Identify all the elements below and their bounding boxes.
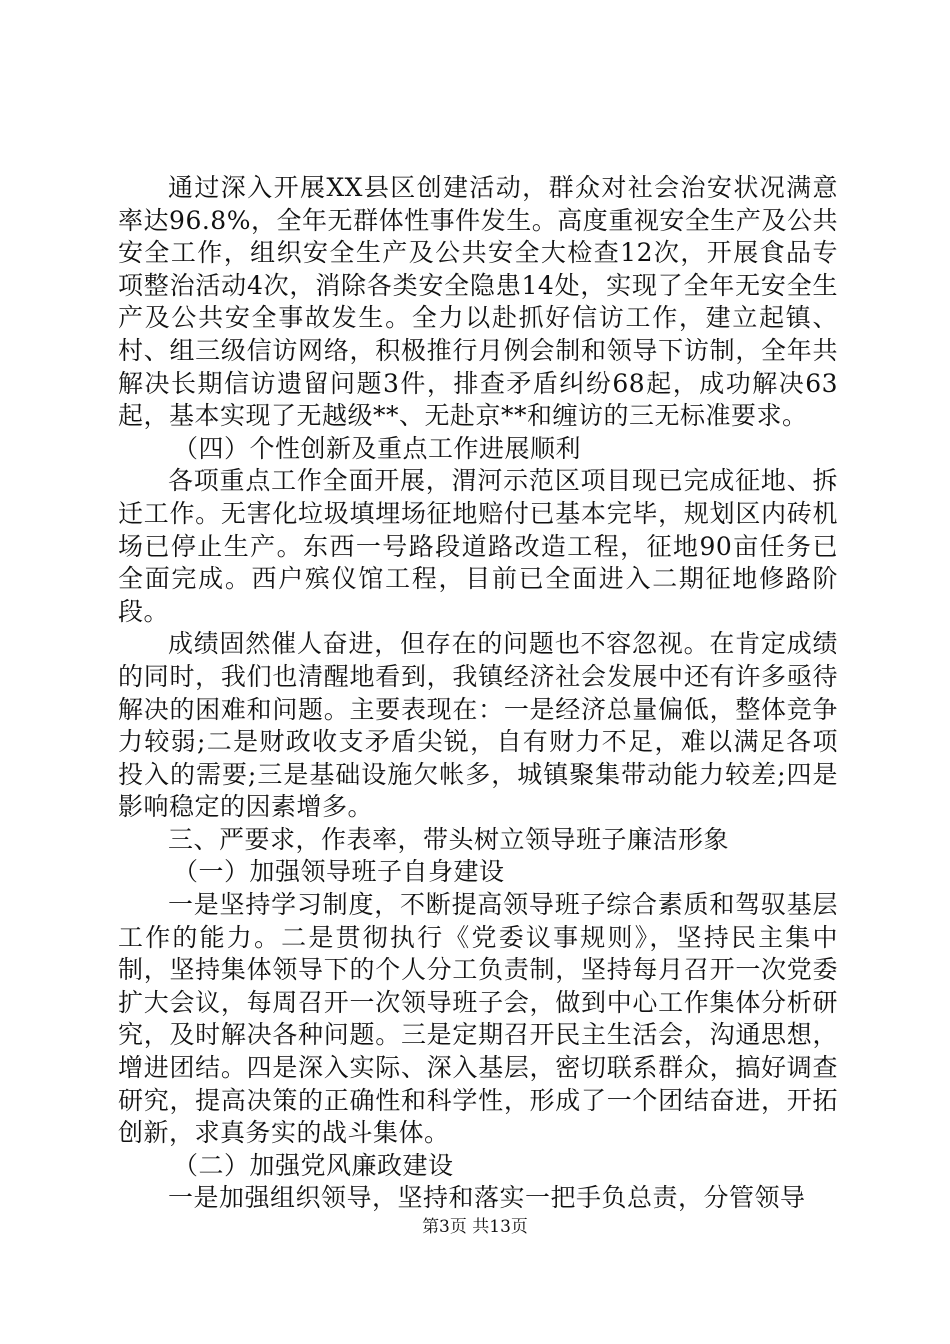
chapter-heading-integrity: 三、严要求，作表率，带头树立领导班子廉洁形象 (168, 824, 730, 854)
document-body (118, 172, 838, 1215)
paragraph-problems: 成绩固然催人奋进，但存在的问题也不容忽视。在肯定成绩的同时，我们也清醒地看到，我镇经济社会发展中还有许多亟待解决的困难和问题。主要表现在：一是经济总量偏低，整体竞争力较弱;二是财政收支矛盾尖锐，自有财力不足，难以满足各项投入的需要;三是基础设施欠帐多，城镇聚集带动能力较差;四是影响稳定的因素增多。 (118, 629, 838, 822)
paragraph-key-projects: 各项重点工作全面开展，渭河示范区项目现已完成征地、拆迁工作。无害化垃圾填埋场征地赔付已基本完毕，规划区内砖机场已停止生产。东西一号路段道路改造工程，征地90亩任务已全面完成。西户殡仪馆工程，目前已全面进入二期征地修路阶段。 (118, 466, 838, 626)
page-number-footer: 第3页 共13页 (422, 1217, 528, 1237)
section-heading-party-conduct: （二）加强党风廉政建设 (173, 1150, 454, 1180)
section-heading-innovation: （四）个性创新及重点工作进展顺利 (173, 433, 582, 463)
section-heading-leadership: （一）加强领导班子自身建设 (173, 857, 505, 887)
paragraph-leadership-building: 一是坚持学习制度，不断提高领导班子综合素质和驾驭基层工作的能力。二是贯彻执行《党委议事规则》，坚持民主集中制，坚持集体领导下的个人分工负责制，坚持每月召开一次党委扩大会议，每周召开一次领导班子会，做到中心工作集体分析研究，及时解决各种问题。三是定期召开民主生活会，沟通思想，增进团结。四是深入实际、深入基层，密切联系群众，搞好调查研究，提高决策的正确性和科学性，形成了一个团结奋进，开拓创新，求真务实的战斗集体。 (118, 890, 838, 1148)
paragraph-party-conduct: 一是加强组织领导，坚持和落实一把手负总责，分管领导 (168, 1183, 806, 1213)
paragraph-public-security: 通过深入开展XX县区创建活动，群众对社会治安状况满意率达96.8%，全年无群体性事件发生。高度重视安全生产及公共安全工作，组织安全生产及公共安全大检查12次，开展食品专项整治活动4次，消除各类安全隐患14处，实现了全年无安全生产及公共安全事故发生。全力以赴抓好信访工作，建立起镇、村、组三级信访网络，积极推行月例会制和领导下访制，全年共解决长期信访遗留问题3件，排查矛盾纠纷68起，成功解决63起，基本实现了无越级**、无赴京**和缠访的三无标准要求。 (118, 173, 838, 431)
